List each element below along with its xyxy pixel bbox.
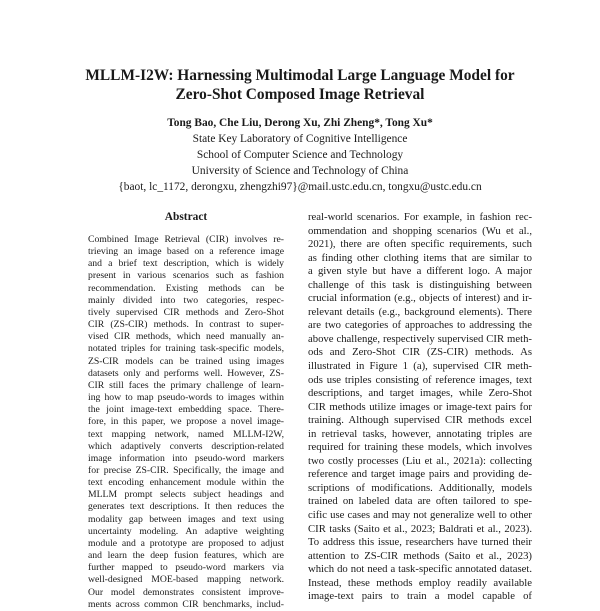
title-line-2: Zero-Shot Composed Image Retrieval: [175, 86, 425, 103]
affiliation-line-2: School of Computer Science and Technology: [196, 149, 404, 161]
author-names: Tong Bao, Che Liu, Derong Xu, Zhi Zheng*, Tong Xu*: [167, 117, 433, 129]
abstract-text: Combined Image Retrieval (CIR) involves re- trieving an image based on a reference image and a brief text description, which is widely present in various scenarios such as fashion recommendation. Existing methods can be mainly divided into two categories, respec- tively supervised CIR methods and Zero-Shot CIR (ZS-CIR) methods. In contrast to super- vised CIR methods, which need manually an- notated triples for training task-specific models, ZS-CIR models can be trained using images datasets only and performs well. However, ZS- CIR still faces the primary challenge of learn- ing how to map pseudo-words to images within the joint image-text embedding space. There- fore, in this paper, we propose a novel image- text mapping network, named MLLM-I2W, which adaptively converts description-related image information into pseudo-word markers for precise ZS-CIR. Specifically, the image and text encoding enhancement module within the MLLM prompt selects subject headings and generates text descriptions. It then reduces the modality gap between images and text using uncertainty modeling. An adaptive weighting module and a prototype are proposed to adjust and learn the deep fusion features, which are further mapped to pseudo-word markers via well-designed MOE-based mapping network. Our model demonstrates consistent improve- ments across common CIR benchmarks, includ-: [88, 234, 284, 610]
paper-title: [40, 66, 560, 104]
abstract-heading: Abstract: [164, 211, 208, 223]
affiliation-line-3: University of Science and Technology of China: [191, 165, 409, 177]
title-line-1: MLLM-I2W: Harnessing Multimodal Large Language Model for: [85, 67, 515, 84]
affiliation-line-1: State Key Laboratory of Cognitive Intelligence: [192, 133, 408, 145]
author-emails: {baot, lc_1172, derongxu, zhengzhi97}@mail.ustc.edu.cn, tongxu@ustc.edu.cn: [118, 181, 482, 193]
introduction-text: real-world scenarios. For example, in fashion rec- ommendation and shopping scenarios (Wu et al., 2021), there are often specific requirements, such as finding other clothing items that are similar to a given style but have a different logo. A major challenge of this task is distinguishing between crucial information (e.g., objects of interest) and ir- relevant details (e.g., background elements). There are two categories of approaches to addressing the above challenge, respectively supervised CIR meth- ods and Zero-Shot CIR (ZS-CIR) methods. As illustrated in Figure 1 (a), supervised CIR meth- ods use triples consisting of reference images, text descriptions, and target images, while Zero-Shot CIR methods utilize images or image-text pairs for training. Although supervised CIR methods excel in retrieval tasks, however, annotating triples are required for training these models, which involves two costly processes (Liu et al., 2021a): collecting reference and target image pairs and providing de- scriptions of modifications. Additionally, models trained on labeled data are often tailored to spe- cific use cases and may not generalize well to other CIR tasks (Saito et al., 2023; Baldrati et al., 2023). To address this issue, researchers have turned their attention to ZS-CIR methods (Saito et al., 2023) which do not need a task-specific annotated dataset. Instead, these methods employ readily available image-text pairs to train a model capable of: [308, 211, 532, 603]
author-block: [40, 115, 560, 195]
